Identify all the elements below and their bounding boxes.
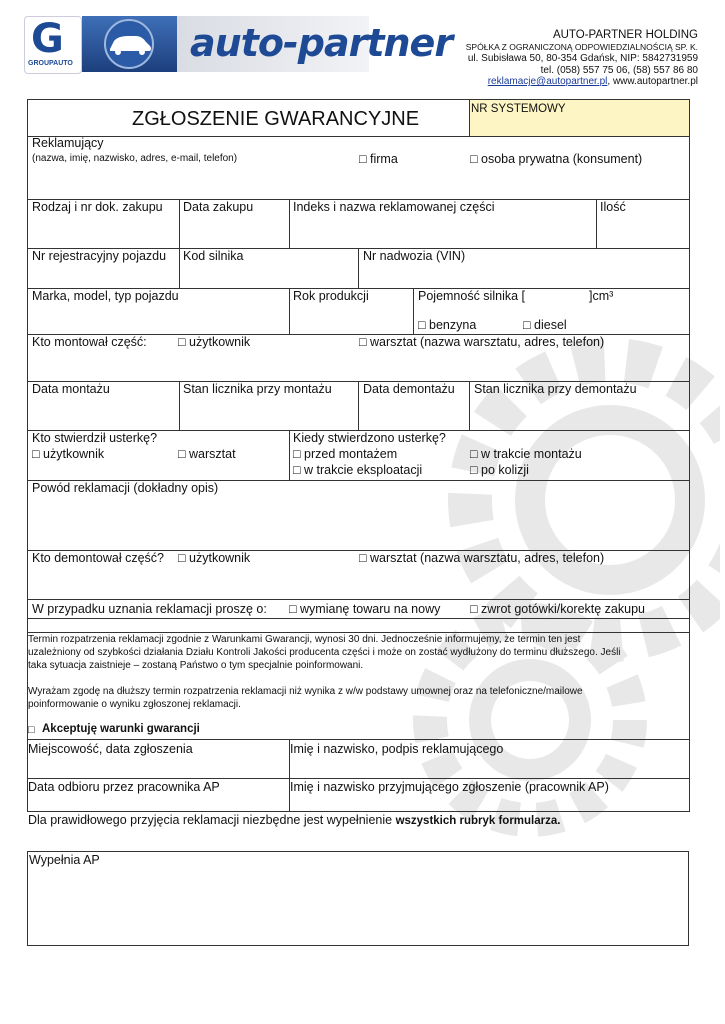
checkbox-demontowal-uzytkownik[interactable]: □ użytkownik	[178, 551, 251, 565]
company-phone: tel. (058) 557 75 06, (58) 557 86 80	[540, 64, 698, 76]
checkbox-akceptuje[interactable]: □	[28, 724, 35, 736]
company-name: AUTO-PARTNER HOLDING	[552, 29, 698, 41]
company-contact	[466, 76, 698, 88]
stan-montaz-label: Stan licznika przy montażu	[183, 382, 332, 396]
checkbox-montowal-uzytkownik[interactable]: □ użytkownik	[178, 335, 251, 349]
miejscowosc-label: Miejscowość, data zgłoszenia	[28, 742, 193, 756]
contact-separator: ,	[607, 76, 613, 87]
checkbox-zwrot[interactable]: □ zwrot gotówki/korektę zakupu	[470, 602, 645, 616]
kiedy-label: Kiedy stwierdzono usterkę?	[293, 431, 446, 445]
info-line: Termin rozpatrzenia reklamacji zgodnie z Warunkami Gwarancji, wynosi 30 dni. Jednocześnie informujemy, że termin ten jest	[28, 634, 581, 645]
stan-demontaz-label: Stan licznika przy demontażu	[474, 382, 637, 396]
info-paragraph-2	[28, 685, 688, 711]
auto-partner-logo	[24, 16, 453, 72]
data-demontazu-label: Data demontażu	[363, 382, 455, 396]
website-link[interactable]: www.autopartner.pl	[612, 76, 698, 87]
data-zakupu-label: Data zakupu	[183, 200, 254, 214]
info-line: poinformowanie o wyniku zgłoszonej reklamacji.	[28, 699, 241, 710]
groupauto-letter: G	[31, 16, 64, 62]
info-line: taka sytuacja zaistnieje – zostaną Państwo o tym specjalnie poinformowani.	[28, 660, 364, 671]
checkbox-demontowal-warsztat[interactable]: □ warsztat (nazwa warsztatu, adres, telefon)	[359, 551, 605, 565]
company-legal: SPÓŁKA Z OGRANICZONĄ ODPOWIEDZIALNOŚCIĄ SP. K.	[465, 41, 698, 52]
logo-wordmark: auto-partner	[190, 21, 453, 65]
wypelnia-ap-label: Wypełnia AP	[29, 853, 100, 867]
checkbox-benzyna[interactable]: □ benzyna	[418, 318, 477, 332]
checkbox-stwierdzil-warsztat[interactable]: □ warsztat	[178, 447, 236, 461]
checkbox-w-trakcie-montazu[interactable]: □ w trakcie montażu	[470, 447, 582, 461]
email-link[interactable]: reklamacje@autopartner.pl	[487, 76, 608, 87]
podpis-label: Imię i nazwisko, podpis reklamującego	[290, 742, 504, 756]
groupauto-caption: GROUPAUTO	[28, 60, 73, 67]
company-info	[466, 30, 698, 88]
kod-silnika-label: Kod silnika	[183, 249, 244, 263]
checkbox-w-trakcie-eksploatacji[interactable]: □ w trakcie eksploatacji	[293, 463, 423, 477]
kto-montowal-label: Kto montował część:	[32, 335, 147, 349]
vin-label: Nr nadwozia (VIN)	[363, 249, 466, 263]
pojemnosc-unit: ]cm³	[589, 289, 614, 303]
nr-systemowy-label: NR SYSTEMOWY	[471, 103, 566, 115]
data-montazu-label: Data montażu	[32, 382, 110, 396]
rodzaj-dok-label: Rodzaj i nr dok. zakupu	[32, 200, 163, 214]
car-icon	[82, 16, 177, 72]
nr-rej-label: Nr rejestracyjny pojazdu	[32, 249, 167, 263]
info-line: Wyrażam zgodę na dłuższy termin rozpatrzenia reklamacji niż wynika z w/w podstawy umownej oraz na telefoniczne/mailowe	[28, 686, 583, 697]
footer-note-text: Dla prawidłowego przyjęcia reklamacji niezbędne jest wypełnienie	[28, 813, 396, 827]
checkbox-wymiana[interactable]: □ wymianę towaru na nowy	[289, 602, 441, 616]
info-paragraph-1	[28, 633, 688, 672]
checkbox-po-kolizji[interactable]: □ po kolizji	[470, 463, 529, 477]
form-title: ZGŁOSZENIE GWARANCYJNE	[132, 108, 420, 130]
reklamujacy-label: Reklamujący	[32, 136, 104, 150]
uznanie-label: W przypadku uznania reklamacji proszę o:	[32, 602, 267, 616]
footer-note	[28, 813, 560, 829]
checkbox-osoba-prywatna[interactable]: □ osoba prywatna (konsument)	[470, 152, 643, 166]
kto-demontowal-label: Kto demontował część?	[32, 551, 165, 565]
pojemnosc-label: Pojemność silnika [	[418, 289, 525, 303]
checkbox-diesel[interactable]: □ diesel	[523, 318, 567, 332]
kto-stwierdzil-label: Kto stwierdził usterkę?	[32, 431, 158, 445]
indeks-label: Indeks i nazwa reklamowanej części	[293, 200, 495, 214]
rok-produkcji-label: Rok produkcji	[293, 289, 369, 303]
przyjmujacy-label: Imię i nazwisko przyjmującego zgłoszenie (pracownik AP)	[290, 780, 609, 794]
reklamujacy-hint: (nazwa, imię, nazwisko, adres, e-mail, telefon)	[32, 153, 238, 164]
footer-note-bold: wszystkich rubryk formularza.	[395, 815, 561, 827]
akceptuje-label: Akceptuję warunki gwarancji	[42, 723, 200, 735]
checkbox-stwierdzil-uzytkownik[interactable]: □ użytkownik	[32, 447, 105, 461]
checkbox-przed-montazem[interactable]: □ przed montażem	[293, 447, 398, 461]
powod-label: Powód reklamacji (dokładny opis)	[32, 481, 219, 495]
company-address: ul. Subisława 50, 80-354 Gdańsk, NIP: 5842731959	[467, 53, 698, 64]
ilosc-label: Ilość	[600, 200, 626, 214]
info-line: uzależniony od szybkości działania Działu Kontroli Jakości producenta części i może on zostać wydłużony do terminu dłuższego. Jeśli	[28, 647, 621, 658]
checkbox-montowal-warsztat[interactable]: □ warsztat (nazwa warsztatu, adres, telefon)	[359, 335, 605, 349]
checkbox-firma[interactable]: □ firma	[359, 152, 398, 166]
data-odbioru-label: Data odbioru przez pracownika AP	[28, 780, 220, 794]
marka-label: Marka, model, typ pojazdu	[32, 289, 179, 303]
groupauto-logo	[24, 16, 82, 74]
